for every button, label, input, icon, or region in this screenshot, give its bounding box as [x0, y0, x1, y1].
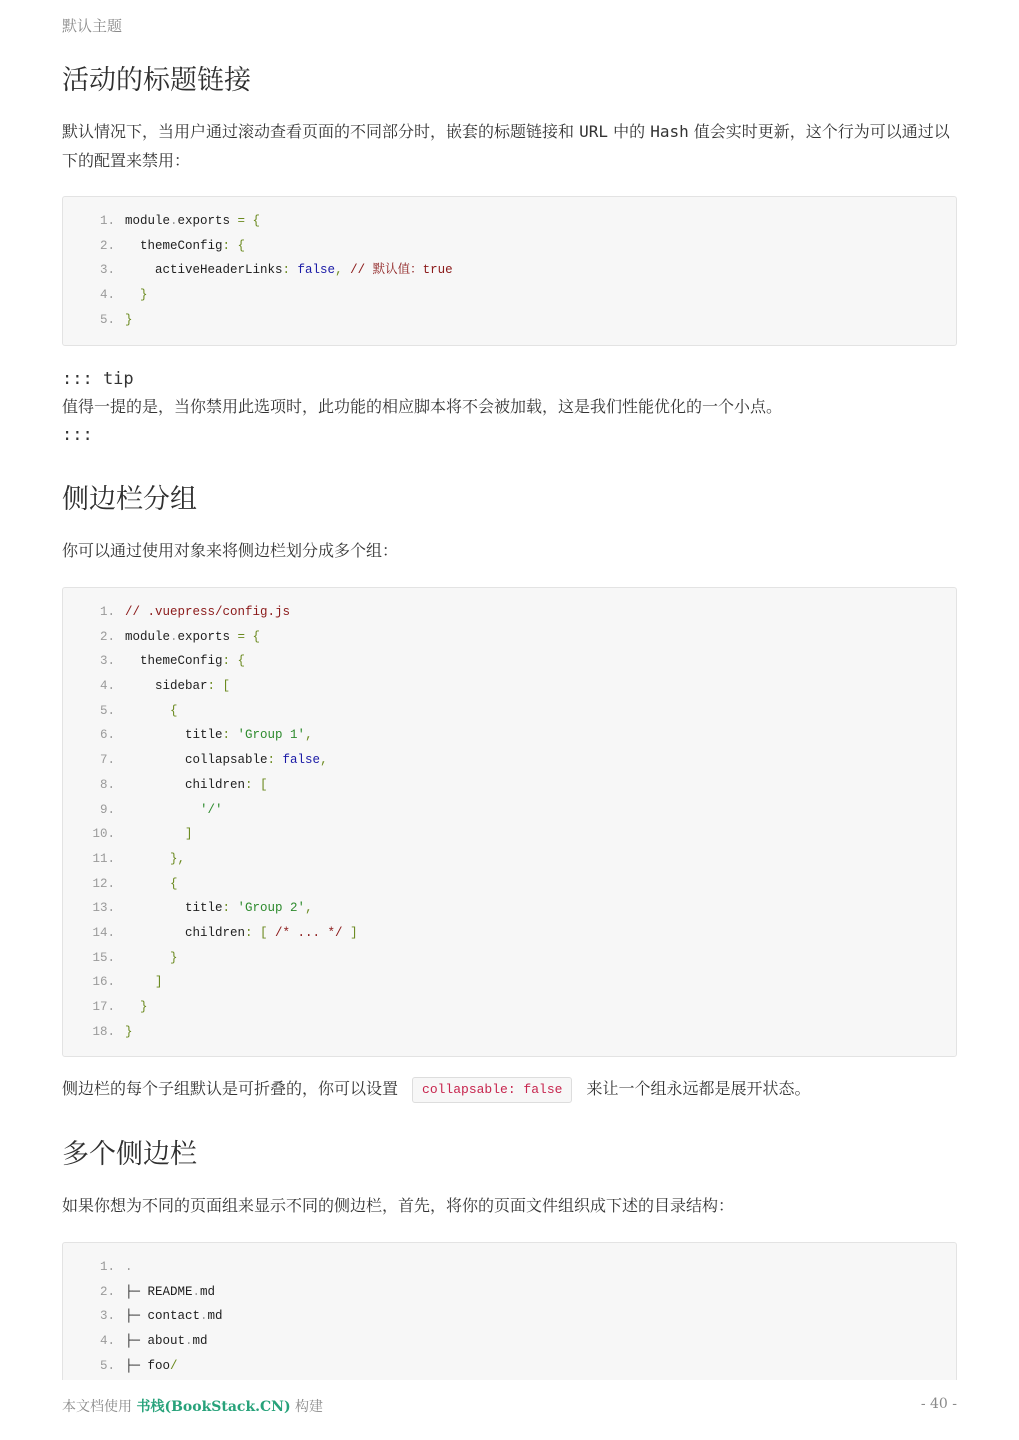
code-token: :: [267, 753, 283, 768]
line-number: 6.: [99, 728, 115, 743]
code-text: [125, 1020, 133, 1045]
line-number: 16.: [92, 975, 115, 990]
code-token: ,: [305, 728, 313, 743]
code-line: [63, 699, 956, 724]
code-token: // .vuepress/config.js: [125, 605, 291, 619]
code-text: [125, 699, 178, 724]
line-number: 3.: [99, 1309, 115, 1324]
line-number: 17.: [92, 1000, 115, 1014]
code-line: [63, 723, 956, 748]
line-number: 7.: [99, 753, 115, 768]
code-token: .: [192, 1284, 201, 1299]
code-lines: [63, 209, 956, 332]
code-text: [125, 308, 133, 333]
code-token: title: [125, 728, 223, 743]
code-token: }: [125, 1000, 148, 1014]
code-token: .: [185, 1334, 193, 1349]
code-token: : {: [222, 238, 246, 253]
code-token: sidebar: [125, 679, 208, 694]
code-token: themeConfig: [125, 654, 223, 669]
code-text: [125, 773, 268, 798]
code-token: ]: [125, 827, 193, 842]
code-token: {: [125, 876, 178, 891]
code-token: foo: [147, 1358, 171, 1373]
code-token: contact: [147, 1309, 201, 1324]
code-block-directory-structure: [62, 1242, 957, 1380]
code-line: [63, 1020, 956, 1045]
inline-code-collapsable: collapsable: false: [412, 1077, 572, 1103]
paragraph-active-links-intro: [62, 117, 957, 175]
line-number: 5.: [99, 703, 115, 718]
document-content: [62, 0, 957, 1380]
code-line: [63, 283, 956, 308]
page-footer: [62, 1396, 957, 1416]
line-number: 9.: [99, 802, 115, 817]
line-number: 4.: [99, 1334, 115, 1349]
code-line: [63, 798, 956, 823]
line-number: 2.: [99, 629, 115, 644]
code-line: [63, 1354, 956, 1379]
code-line: [63, 921, 956, 946]
code-token: = {: [230, 214, 261, 228]
line-number: 11.: [92, 851, 115, 866]
line-number: 10.: [92, 827, 115, 842]
code-text: [125, 723, 313, 748]
footer-brand-link[interactable]: 书栈(BookStack.CN): [136, 1399, 291, 1415]
code-text: [125, 946, 178, 971]
code-token: }: [125, 312, 133, 327]
line-number: 15.: [92, 950, 115, 965]
code-token: 'Group 1': [237, 728, 306, 743]
code-line: [63, 773, 956, 798]
code-token: module: [125, 214, 171, 228]
code-line: [63, 674, 956, 699]
intro-text-2: 中的: [608, 122, 651, 141]
line-number: 8.: [99, 777, 115, 792]
code-text: [125, 674, 230, 699]
code-token: exports: [177, 214, 231, 228]
code-line: [63, 209, 956, 234]
code-token: /: [170, 1358, 178, 1373]
paragraph-sidebar-groups-intro: 你可以通过使用对象来将侧边栏划分成多个组：: [62, 541, 399, 560]
line-number: 18.: [92, 1024, 115, 1039]
intro-text-3: 值会实时更新，这个行为可以通过以下的配置来禁用：: [62, 122, 950, 170]
code-text: [125, 649, 245, 674]
code-text: [125, 600, 290, 625]
code-line: [63, 847, 956, 872]
code-token: /* ... */: [275, 925, 343, 940]
code-token: },: [125, 851, 186, 866]
code-line: [63, 234, 956, 259]
code-line: [63, 946, 956, 971]
code-text: [125, 896, 313, 921]
code-token: ]: [342, 925, 358, 940]
code-text: [125, 1280, 215, 1305]
code-lines: [63, 1255, 956, 1378]
code-token: {: [125, 703, 178, 718]
code-text: [125, 798, 223, 823]
tip-close-marker: :::: [62, 425, 93, 445]
page-number: - 40 -: [920, 1396, 957, 1412]
code-token: ├─: [125, 1358, 148, 1373]
code-line: [63, 1304, 956, 1329]
code-text: [125, 995, 148, 1020]
code-token: .: [125, 1260, 133, 1274]
code-text: [125, 748, 328, 773]
tip-open-marker: ::: tip: [62, 369, 134, 389]
code-token: : [: [245, 777, 268, 792]
line-number: 4.: [99, 679, 115, 694]
line-number: 13.: [92, 901, 115, 916]
code-token: ├─: [125, 1334, 148, 1349]
code-token: title: [125, 901, 223, 916]
code-token: ,: [320, 753, 328, 768]
code-token: 'Group 2': [237, 901, 306, 916]
page-header-theme: 默认主题: [62, 17, 123, 35]
code-token: md: [207, 1309, 223, 1324]
code-line: [63, 625, 956, 650]
code-token: .: [170, 629, 178, 644]
paragraph-multi-sidebar-intro: 如果你想为不同的页面组来显示不同的侧边栏，首先，将你的页面文件组织成下述的目录结构：: [62, 1196, 735, 1215]
code-token: ,: [335, 263, 351, 278]
code-text: [125, 822, 193, 847]
code-line: [63, 995, 956, 1020]
code-token: collapsable: [125, 753, 268, 768]
code-token: .: [170, 214, 178, 228]
code-token: themeConfig: [125, 238, 223, 253]
line-number: 1.: [99, 1260, 115, 1274]
code-token: : [: [245, 925, 276, 940]
code-text: [125, 1354, 178, 1379]
line-number: 2.: [99, 238, 115, 253]
code-token: :: [222, 901, 238, 916]
code-token: activeHeaderLinks: [125, 263, 283, 278]
code-token: ├─: [125, 1284, 148, 1299]
code-token: md: [192, 1334, 208, 1349]
code-line: [63, 1280, 956, 1305]
code-text: [125, 1304, 223, 1329]
intro-hash: Hash: [650, 122, 689, 141]
code-line: [63, 822, 956, 847]
line-number: 12.: [92, 876, 115, 891]
code-text: [125, 283, 148, 308]
code-token: ├─: [125, 1309, 148, 1324]
code-token: ,: [305, 901, 313, 916]
code-text: [125, 970, 163, 995]
code-block-active-links: [62, 196, 957, 346]
code-token: : {: [222, 654, 246, 669]
paragraph-collapsable-note: [62, 1074, 957, 1103]
code-text: [125, 921, 358, 946]
code-token: : [: [207, 679, 231, 694]
code-line: [63, 970, 956, 995]
footer-suffix: 构建: [290, 1399, 324, 1415]
code-token: = {: [230, 629, 261, 644]
code-text: [125, 209, 260, 234]
intro-text-1: 默认情况下，当用户通过滚动查看页面的不同部分时，嵌套的标题链接和: [62, 122, 580, 141]
code-text: [125, 1329, 208, 1354]
tip-block: [62, 365, 957, 449]
code-line: [63, 1329, 956, 1354]
line-number: 3.: [99, 654, 115, 669]
code-text: [125, 872, 178, 897]
code-text: [125, 847, 185, 872]
code-block-sidebar-groups: [62, 587, 957, 1057]
code-line: [63, 1255, 956, 1280]
code-line: [63, 258, 956, 283]
code-text: [125, 625, 260, 650]
code-token: :: [282, 263, 298, 278]
code-token: README: [147, 1284, 193, 1299]
line-number: 3.: [99, 263, 115, 278]
code-token: .: [200, 1309, 208, 1324]
code-text: [125, 234, 245, 259]
heading-multiple-sidebars: 多个侧边栏: [62, 1139, 197, 1170]
code-token: children: [125, 777, 246, 792]
line-number: 2.: [99, 1284, 115, 1299]
heading-sidebar-groups: 侧边栏分组: [62, 484, 197, 515]
intro-url: URL: [579, 122, 608, 141]
code-line: [63, 748, 956, 773]
code-line: [63, 308, 956, 333]
heading-active-header-links: 活动的标题链接: [62, 65, 251, 96]
code-line: [63, 649, 956, 674]
code-token: children: [125, 925, 246, 940]
code-text: [125, 258, 453, 283]
line-number: 4.: [99, 288, 115, 303]
code-token: }: [125, 950, 178, 965]
line-number: 5.: [99, 1358, 115, 1373]
code-token: false: [282, 753, 321, 768]
footer-prefix: 本文档使用: [62, 1399, 137, 1415]
code-token: exports: [177, 629, 231, 644]
line-number: 14.: [92, 925, 115, 940]
code-token: // 默认值：true: [350, 263, 453, 278]
code-token: module: [125, 629, 171, 644]
code-token: }: [125, 288, 148, 303]
tip-text: 值得一提的是，当你禁用此选项时，此功能的相应脚本将不会被加载，这是我们性能优化的一个小点。: [62, 397, 783, 416]
code-text: [125, 1255, 133, 1280]
code-token: }: [125, 1024, 133, 1039]
code-token: false: [297, 263, 336, 278]
line-number: 1.: [99, 214, 115, 228]
line-number: 1.: [99, 605, 115, 619]
code-token: '/': [125, 802, 223, 817]
note-text-before: 侧边栏的每个子组默认是可折叠的，你可以设置: [62, 1079, 399, 1098]
code-token: :: [222, 728, 238, 743]
code-line: [63, 896, 956, 921]
code-lines: [63, 600, 956, 1044]
code-token: ]: [125, 975, 163, 990]
note-text-after: 来让一个组永远都是展开状态。: [586, 1079, 811, 1098]
code-token: about: [147, 1334, 186, 1349]
code-line: [63, 872, 956, 897]
line-number: 5.: [99, 312, 115, 327]
code-line: [63, 600, 956, 625]
code-token: md: [200, 1284, 216, 1299]
